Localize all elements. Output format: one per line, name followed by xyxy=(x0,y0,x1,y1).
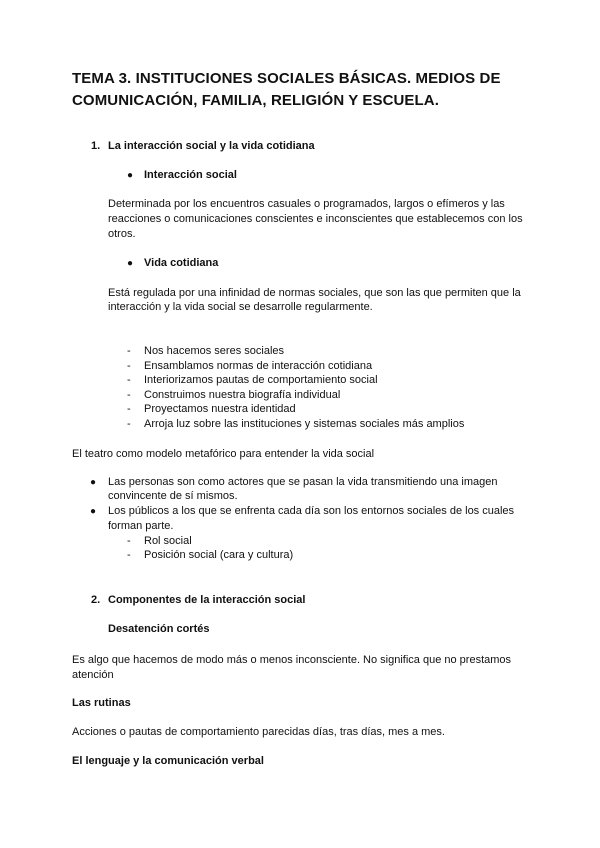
dash-marker: - xyxy=(127,360,131,372)
document-title-line-2: COMUNICACIÓN, FAMILIA, RELIGIÓN Y ESCUELA. xyxy=(72,92,439,109)
dash-marker: - xyxy=(127,535,131,547)
subheading-interaccion-social: Interacción social xyxy=(144,169,237,181)
list-item: Posición social (cara y cultura) xyxy=(144,549,294,561)
list-item: Ensamblamos normas de interacción cotidiana xyxy=(144,360,373,372)
section-2-number: 2. xyxy=(91,594,101,606)
list-item: Proyectamos nuestra identidad xyxy=(144,403,296,415)
paragraph-line: reacciones o comunicaciones conscientes e inconscientes que establecemos con los xyxy=(108,213,523,225)
bullet-line: convincente de sí mismos. xyxy=(108,490,238,502)
list-item: Interiorizamos pautas de comportamiento social xyxy=(144,374,378,386)
subheading-desatencion-cortes: Desatención cortés xyxy=(108,623,210,635)
paragraph-line: atención xyxy=(72,669,114,681)
document-title-line-1: TEMA 3. INSTITUCIONES SOCIALES BÁSICAS. MEDIOS DE xyxy=(72,70,501,87)
bullet-icon: ● xyxy=(127,258,134,269)
list-item: Arroja luz sobre las instituciones y sistemas sociales más amplios xyxy=(144,418,465,430)
bullet-icon: ● xyxy=(90,477,97,488)
dash-marker: - xyxy=(127,374,131,386)
paragraph-line: interacción y la vida social se desarrolle regularmente. xyxy=(108,301,373,313)
list-item: Construimos nuestra biografía individual xyxy=(144,389,341,401)
section-1-heading: La interacción social y la vida cotidiana xyxy=(108,140,315,152)
dash-marker: - xyxy=(127,403,131,415)
dash-marker: - xyxy=(127,549,131,561)
section-1-number: 1. xyxy=(91,140,101,152)
bullet-icon: ● xyxy=(127,170,134,181)
subheading-vida-cotidiana: Vida cotidiana xyxy=(144,257,219,269)
dash-marker: - xyxy=(127,345,131,357)
paragraph-line: Está regulada por una infinidad de normas sociales, que son las que permiten que la xyxy=(108,287,521,299)
dash-marker: - xyxy=(127,418,131,430)
list-item: Nos hacemos seres sociales xyxy=(144,345,285,357)
subheading-lenguaje: El lenguaje y la comunicación verbal xyxy=(72,755,264,767)
section-2-heading: Componentes de la interacción social xyxy=(108,594,306,606)
paragraph-line: Acciones o pautas de comportamiento parecidas días, tras días, mes a mes. xyxy=(72,726,445,738)
paragraph-line: Determinada por los encuentros casuales o programados, largos o efímeros y las xyxy=(108,198,505,210)
paragraph-line: El teatro como modelo metafórico para entender la vida social xyxy=(72,448,375,460)
paragraph-line: otros. xyxy=(108,228,136,240)
bullet-line: Las personas son como actores que se pasan la vida transmitiendo una imagen xyxy=(108,476,498,488)
bullet-line: forman parte. xyxy=(108,520,174,532)
dash-marker: - xyxy=(127,389,131,401)
list-item: Rol social xyxy=(144,535,192,547)
subheading-las-rutinas: Las rutinas xyxy=(72,697,131,709)
bullet-icon: ● xyxy=(90,506,97,517)
bullet-line: Los públicos a los que se enfrenta cada día son los entornos sociales de los cuales xyxy=(108,505,515,517)
paragraph-line: Es algo que hacemos de modo más o menos inconsciente. No significa que no prestamos xyxy=(72,654,512,666)
